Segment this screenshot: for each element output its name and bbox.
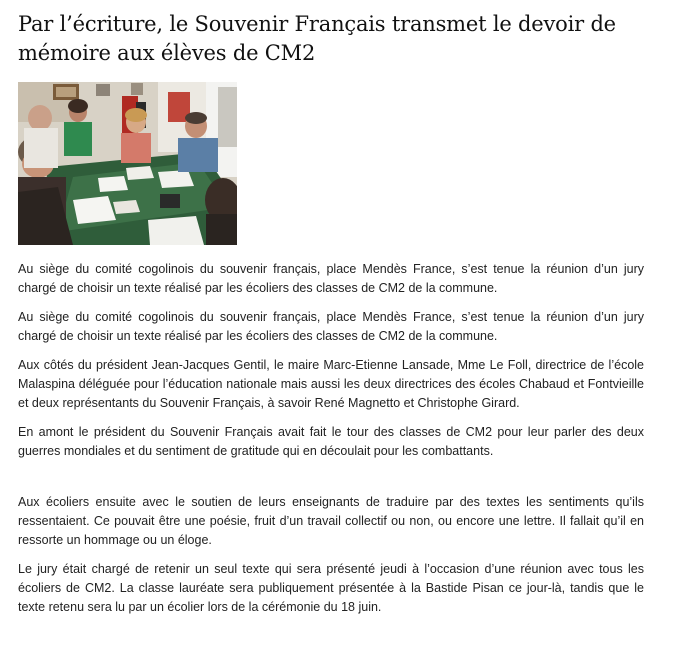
- paragraph: En amont le président du Souvenir Français avait fait le tour des classes de CM2 pour leur parler des deux guerres mondiales et du sentiment de gratitude qui en découlait pour les combattants.: [18, 425, 644, 458]
- article-body: [18, 260, 644, 617]
- paragraph: Le jury était chargé de retenir un seul texte qui sera présenté jeudi à l’occasion d’une réunion avec tous les écoliers de CM2. La classe lauréate sera publiquement présentée à la Bastide Pisan ce jour-là, tandis que le texte retenu sera lu par un écolier lors de la cérémonie du 18 juin.: [18, 562, 644, 614]
- paragraph: Au siège du comité cogolinois du souvenir français, place Mendès France, s’est tenue la réunion d’un jury chargé de choisir un texte réalisé par les écoliers des classes de CM2 de la commune.: [18, 310, 644, 343]
- meeting-photo: [18, 82, 237, 245]
- paragraph: Au siège du comité cogolinois du souvenir français, place Mendès France, s’est tenue la réunion d’un jury chargé de choisir un texte réalisé par les écoliers des classes de CM2 de la commune.: [18, 262, 644, 295]
- article: [18, 10, 644, 627]
- paragraph: Aux écoliers ensuite avec le soutien de leurs enseignants de traduire par des textes les sentiments qu’ils ressentaient. Ce pouvait être une poésie, fruit d’un travail collectif ou non, ou encore une lettre. Il fallait qu’il en ressorte un hommage ou un éloge.: [18, 495, 644, 547]
- paragraph: Aux côtés du président Jean-Jacques Gentil, le maire Marc-Etienne Lansade, Mme Le Foll, directrice de l’école Malaspina déléguée pour l’éducation nationale mais aussi les deux directrices des écoles Chabaud et Fontvieille et deux représentants du Souvenir Français, à savoir René Magnetto et Christophe Girard.: [18, 358, 644, 410]
- article-title: Par l’écriture, le Souvenir Français transmet le devoir de mémoire aux élèves de CM2: [18, 12, 616, 65]
